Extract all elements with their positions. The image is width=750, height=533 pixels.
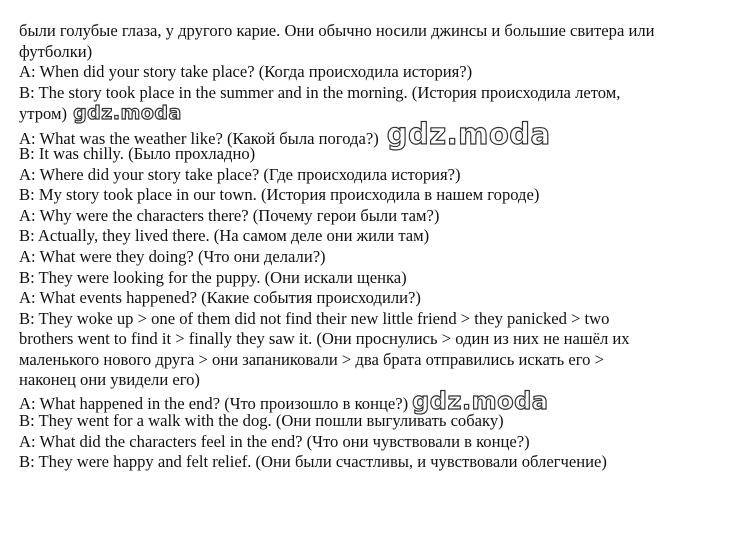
text-fragment: A: What was the weather like? (Какой была погода?) xyxy=(19,128,379,148)
watermark-logo: gdz.moda xyxy=(386,116,551,151)
text-line: B: They went for a walk with the dog. (Они пошли выгуливать собаку) xyxy=(19,411,504,431)
text-line: B: It was chilly. (Было прохладно) xyxy=(19,144,256,164)
text-line: B: They were happy and felt relief. (Они были счастливы, и чувствовали облегчение) xyxy=(19,452,607,472)
text-line-with-watermark xyxy=(19,386,734,415)
text-fragment: A: What happened in the end? (Что произошло в конце?) xyxy=(19,393,409,413)
text-line: A: When did your story take place? (Когда происходила история?) xyxy=(19,62,473,82)
text-line: B: The story took place in the summer and in the morning. (История происходила летом, xyxy=(19,82,621,102)
text-line: B: They woke up > one of them did not find their new little friend > they panicked > two xyxy=(19,308,610,328)
text-line: brothers went to find it > finally they saw it. (Они проснулись > один из них не нашёл их xyxy=(19,329,630,349)
text-line: A: Why were the characters there? (Почему герои были там?) xyxy=(19,205,440,225)
text-line: наконец они увидели его) xyxy=(19,370,200,390)
text-line: маленького нового друга > они запаниковали > два брата отправились искать его > xyxy=(19,349,604,369)
text-line: A: What were they doing? (Что они делали?) xyxy=(19,247,326,267)
text-line: A: What did the characters feel in the end? (Что они чувствовали в конце?) xyxy=(19,431,530,451)
text-line: B: They were looking for the puppy. (Они искали щенка) xyxy=(19,267,407,287)
text-fragment: утром) xyxy=(19,104,68,124)
text-line-with-watermark xyxy=(19,103,734,124)
text-line: B: Actually, they lived there. (На самом деле они жили там) xyxy=(19,226,430,246)
text-line: B: My story took place in our town. (История происходила в нашем городе) xyxy=(19,185,540,205)
text-line: футболки) xyxy=(19,41,93,61)
document-text xyxy=(19,21,734,473)
text-line: были голубые глаза, у другого карие. Они обычно носили джинсы и большие свитера или xyxy=(19,21,655,40)
watermark-logo: gdz.moda xyxy=(73,102,182,125)
text-line: A: What events happened? (Какие события происходили?) xyxy=(19,288,421,308)
text-line-with-watermark xyxy=(19,116,734,151)
watermark-logo: gdz.moda xyxy=(412,386,549,415)
text-line: A: Where did your story take place? (Где происходила история?) xyxy=(19,164,461,184)
